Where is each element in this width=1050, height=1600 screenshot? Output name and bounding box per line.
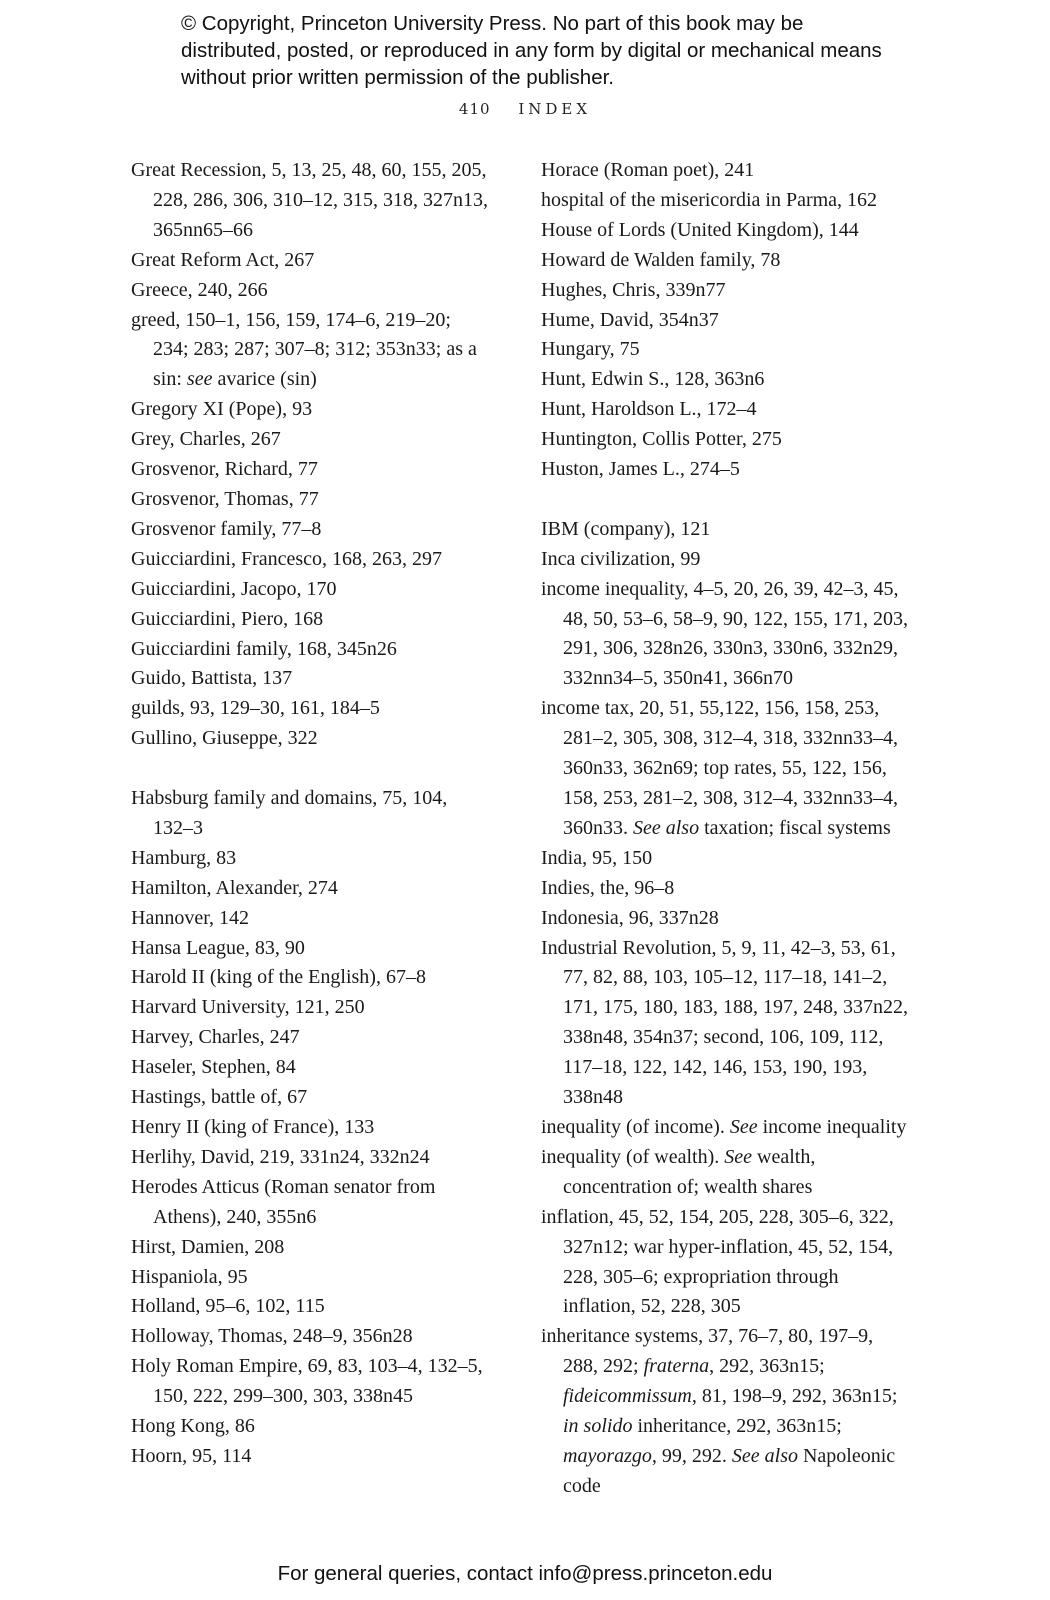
index-entry: Indies, the, 96–8 [541, 876, 675, 899]
index-entry: Herodes Atticus (Roman senator from Athens), 240, 355n6 [131, 1175, 436, 1228]
footer-contact: For general queries, contact info@press.princeton.edu [277, 1562, 773, 1585]
index-entry: Holy Roman Empire, 69, 83, 103–4, 132–5, 150, 222, 299–300, 303, 338n45 [131, 1355, 483, 1408]
index-entry: Hamburg, 83 [131, 846, 237, 869]
index-entry: House of Lords (United Kingdom), 144 [541, 218, 859, 241]
index-entry: Henry II (king of France), 133 [131, 1115, 375, 1138]
index-entry: Guido, Battista, 137 [131, 667, 293, 690]
index-entry: Holloway, Thomas, 248–9, 356n28 [131, 1325, 413, 1348]
index-entry: Guicciardini, Jacopo, 170 [131, 577, 337, 600]
index-entry: Greece, 240, 266 [131, 278, 268, 301]
index-entry: Herlihy, David, 219, 331n24, 332n24 [131, 1145, 430, 1168]
index-entry: Indonesia, 96, 337n28 [541, 906, 719, 929]
index-entry: Guicciardini, Francesco, 168, 263, 297 [131, 547, 443, 570]
index-entry: Hume, David, 354n37 [541, 308, 719, 331]
index-entry-inequality-wealth: inequality (of wealth). See wealth, concentration of; wealth shares [541, 1145, 816, 1198]
index-entry: Hungary, 75 [541, 338, 640, 361]
section-gap [541, 485, 913, 515]
index-entry: Huston, James L., 274–5 [541, 458, 740, 481]
index-entry: India, 95, 150 [541, 846, 653, 869]
index-entry: guilds, 93, 129–30, 161, 184–5 [131, 697, 380, 720]
index-entry: Great Recession, 5, 13, 25, 48, 60, 155, 205, 228, 286, 306, 310–12, 315, 318, 327n13, 365nn65–66 [131, 159, 488, 241]
index-entry: Hamilton, Alexander, 274 [131, 876, 338, 899]
index-entry: Great Reform Act, 267 [131, 248, 315, 271]
index-entry: Hunt, Edwin S., 128, 363n6 [541, 368, 765, 391]
index-entry: hospital of the misericordia in Parma, 162 [541, 188, 878, 211]
index-entry: Harold II (king of the English), 67–8 [131, 966, 426, 989]
index-entry: income inequality, 4–5, 20, 26, 39, 42–3, 45, 48, 50, 53–6, 58–9, 90, 122, 155, 171, 203, 291, 306, 328n26, 330n3, 330n6, 332n29, 332nn34–5, 350n41, 366n70 [541, 577, 908, 690]
index-entry: Industrial Revolution, 5, 9, 11, 42–3, 53, 61, 77, 82, 88, 103, 105–12, 117–18, 141–2, 171, 175, 180, 183, 188, 197, 248, 337n22, 338n48, 354n37; second, 106, 109, 112, 117–18, 122, 142, 146, 153, 190, 193, 338n48 [541, 936, 908, 1109]
index-entry: Holland, 95–6, 102, 115 [131, 1295, 325, 1318]
index-entry-inflation: inflation, 45, 52, 154, 205, 228, 305–6, 322, 327n12; war hyper-inflation, 45, 52, 154, 228, 305–6; expropriation through inflation, 52, 228, 305 [541, 1205, 894, 1318]
index-entry: Harvard University, 121, 250 [131, 996, 365, 1019]
index-entry: IBM (company), 121 [541, 517, 711, 540]
page-number: 410 [458, 100, 491, 118]
index-entry-income-tax: income tax, 20, 51, 55,122, 156, 158, 253, 281–2, 305, 308, 312–4, 318, 332nn33–4, 360n33, 362n69; top rates, 55, 122, 156, 158, 253, 281–2, 308, 312–4, 332nn33–4, 360n33. See also taxation; fiscal systems [541, 697, 898, 839]
copyright-notice: © Copyright, Princeton University Press. No part of this book may be distributed, posted, or reproduced in any form by digital or mechanical means without prior written permission of the publisher. [181, 12, 882, 89]
index-entry: Gullino, Giuseppe, 322 [131, 727, 318, 750]
index-entry: Gregory XI (Pope), 93 [131, 398, 313, 421]
index-entry: Huntington, Collis Potter, 275 [541, 428, 782, 451]
index-entry: Hansa League, 83, 90 [131, 936, 305, 959]
index-entry: Howard de Walden family, 78 [541, 248, 781, 271]
index-entry-inheritance-systems: inheritance systems, 37, 76–7, 80, 197–9, 288, 292; fraterna, 292, 363n15; fideicommissum, 81, 198–9, 292, 363n15; in solido inheritance, 292, 363n15; mayorazgo, 99, 292. See also Napoleonic code [541, 1325, 898, 1497]
index-entry: Guicciardini family, 168, 345n26 [131, 637, 397, 660]
running-head [0, 100, 1050, 118]
index-entry: Hirst, Damien, 208 [131, 1235, 285, 1258]
index-column-left [131, 156, 491, 1472]
index-entry: Grey, Charles, 267 [131, 428, 281, 451]
index-entry: Hoorn, 95, 114 [131, 1444, 252, 1467]
index-entry: Hannover, 142 [131, 906, 250, 929]
running-head-title: INDEX [518, 100, 592, 118]
index-entry: Grosvenor, Thomas, 77 [131, 487, 319, 510]
index-entry-inequality-income: inequality (of income). See income inequality [541, 1115, 907, 1138]
index-entry: Inca civilization, 99 [541, 547, 701, 570]
index-entry: Habsburg family and domains, 75, 104, 132–3 [131, 787, 448, 839]
index-entry: Hughes, Chris, 339n77 [541, 278, 726, 301]
index-entry: Hastings, battle of, 67 [131, 1086, 308, 1109]
index-entry: Guicciardini, Piero, 168 [131, 607, 324, 630]
index-entry: Hispaniola, 95 [131, 1265, 248, 1288]
index-column-right [541, 156, 913, 1502]
index-entry: Hong Kong, 86 [131, 1415, 255, 1438]
index-entry: Horace (Roman poet), 241 [541, 159, 755, 181]
index-entry-greed: greed, 150–1, 156, 159, 174–6, 219–20; 234; 283; 287; 307–8; 312; 353n33; as a sin: see avarice (sin) [131, 308, 477, 391]
section-gap [131, 754, 491, 784]
index-entry: Grosvenor family, 77–8 [131, 517, 322, 540]
index-entry: Grosvenor, Richard, 77 [131, 458, 318, 481]
index-entry: Haseler, Stephen, 84 [131, 1056, 296, 1079]
index-entry: Harvey, Charles, 247 [131, 1026, 300, 1049]
index-entry: Hunt, Haroldson L., 172–4 [541, 398, 757, 421]
